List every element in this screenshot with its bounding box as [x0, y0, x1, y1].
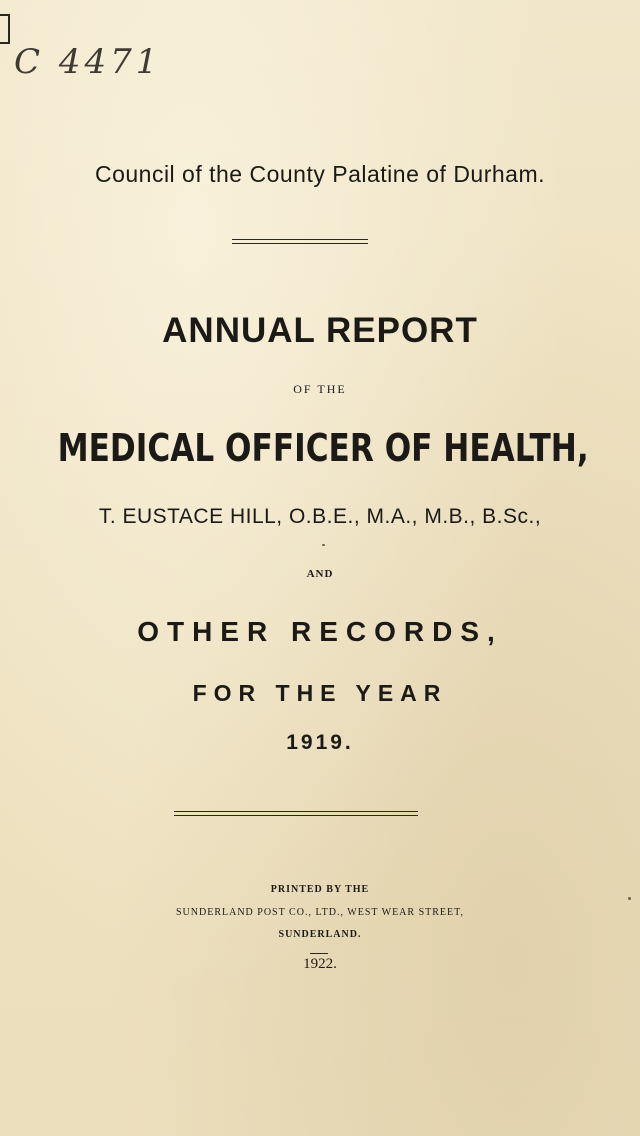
- officer-title: MEDICAL OFFICER OF HEALTH,: [57, 426, 589, 470]
- publication-year: 1922.: [303, 956, 337, 972]
- other-records-heading: OTHER RECORDS,: [137, 616, 503, 647]
- double-rule-top: [232, 239, 368, 240]
- for-the-year-text: FOR THE YEAR: [192, 680, 448, 706]
- of-the-text: OF THE: [293, 382, 347, 396]
- paper-speck: [628, 897, 631, 900]
- margin-bracket: [0, 14, 10, 44]
- handwritten-reference: C 4471: [14, 42, 162, 82]
- double-rule-top-lower: [232, 243, 368, 244]
- council-name: Council of the County Palatine of Durham.: [94, 161, 546, 187]
- printer-name: SUNDERLAND POST CO., LTD., WEST WEAR STREET,: [176, 907, 464, 918]
- report-heading: ANNUAL REPORT: [162, 311, 478, 350]
- publication-year-dash: [310, 953, 328, 954]
- double-rule-bottom: [174, 811, 418, 812]
- report-year: 1919.: [286, 731, 354, 754]
- paper-speck: [322, 544, 325, 546]
- printer-town: SUNDERLAND.: [278, 929, 362, 940]
- double-rule-bottom-lower: [174, 815, 418, 816]
- officer-name: T. EUSTACE HILL, O.B.E., M.A., M.B., B.Sc.,: [98, 505, 542, 528]
- printed-by-text: PRINTED BY THE: [270, 884, 370, 895]
- and-text: AND: [306, 568, 334, 580]
